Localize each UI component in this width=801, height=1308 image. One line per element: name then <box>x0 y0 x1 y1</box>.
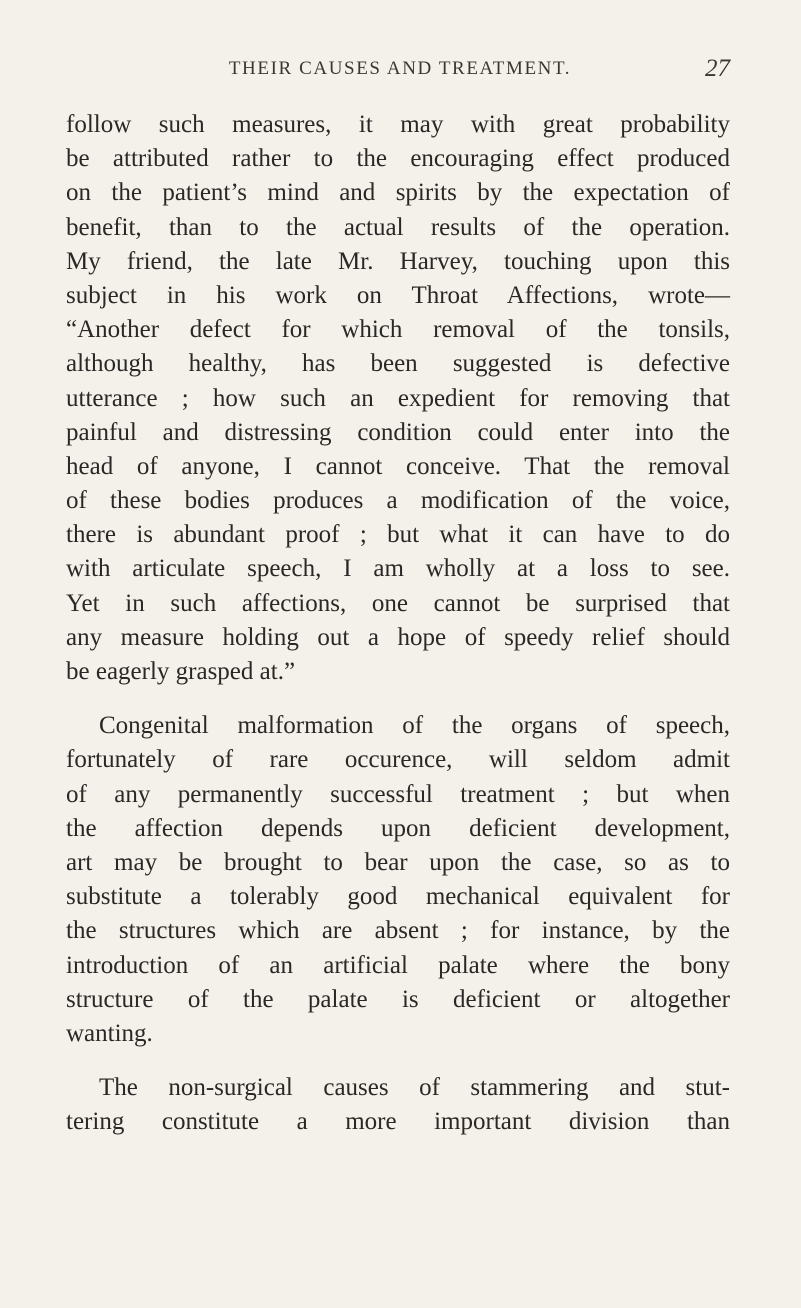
text-line: although healthy, has been suggested is defective <box>66 350 730 378</box>
text-line: follow such measures, it may with great probability <box>66 111 730 138</box>
text-line: any measure holding out a hope of speedy relief should <box>66 623 730 651</box>
text-line: tering constitute a more important division than <box>66 1108 730 1136</box>
text-line: subject in his work on Throat Affections, wrote— <box>66 281 730 309</box>
text-line: structure of the palate is deficient or altogether <box>66 985 730 1013</box>
page-number: 27 <box>705 55 730 82</box>
text-line: there is abundant proof ; but what it can have to do <box>66 521 730 549</box>
text-line: the structures which are absent ; for instance, by the <box>66 917 730 945</box>
body-text <box>66 108 730 1139</box>
text-line: art may be brought to bear upon the case, so as to <box>66 848 730 876</box>
text-line: utterance ; how such an expedient for removing that <box>66 384 730 412</box>
text-line: of any permanently successful treatment ; but when <box>66 780 730 808</box>
paragraph-gap <box>66 689 730 709</box>
text-line: wanting. <box>66 1019 153 1047</box>
text-line: with articulate speech, I am wholly at a loss to see. <box>66 555 730 583</box>
paragraph-gap <box>66 1051 730 1071</box>
text-line: Yet in such affections, one cannot be surprised that <box>66 589 730 617</box>
text-line: head of anyone, I cannot conceive. That the removal <box>66 452 730 480</box>
text-line: fortunately of rare occurence, will seldom admit <box>66 746 730 774</box>
text-line: The non-surgical causes of stammering and stut- <box>99 1074 730 1102</box>
running-title: THEIR CAUSES AND TREATMENT. <box>228 58 572 79</box>
text-line: be eagerly grasped at.” <box>66 658 296 685</box>
text-line: of these bodies produces a modification of the voice, <box>66 487 730 515</box>
paragraph-1 <box>66 108 730 689</box>
text-line: introduction of an artificial palate where the bony <box>66 951 730 979</box>
text-line: painful and distressing condition could enter into the <box>66 418 730 446</box>
text-line: Congenital malformation of the organs of speech, <box>99 712 730 740</box>
running-head <box>70 55 730 88</box>
text-line: benefit, than to the actual results of the operation. <box>66 213 730 241</box>
text-line: “Another defect for which removal of the tonsils, <box>66 316 730 344</box>
text-line: My friend, the late Mr. Harvey, touching upon this <box>66 247 730 275</box>
text-line: on the patient’s mind and spirits by the expectation of <box>66 179 730 207</box>
text-line: the affection depends upon deficient development, <box>66 814 730 842</box>
text-line: be attributed rather to the encouraging effect produced <box>66 145 730 173</box>
paragraph-3 <box>66 1071 730 1139</box>
text-line: substitute a tolerably good mechanical equivalent for <box>66 883 730 911</box>
paragraph-2 <box>66 709 730 1051</box>
